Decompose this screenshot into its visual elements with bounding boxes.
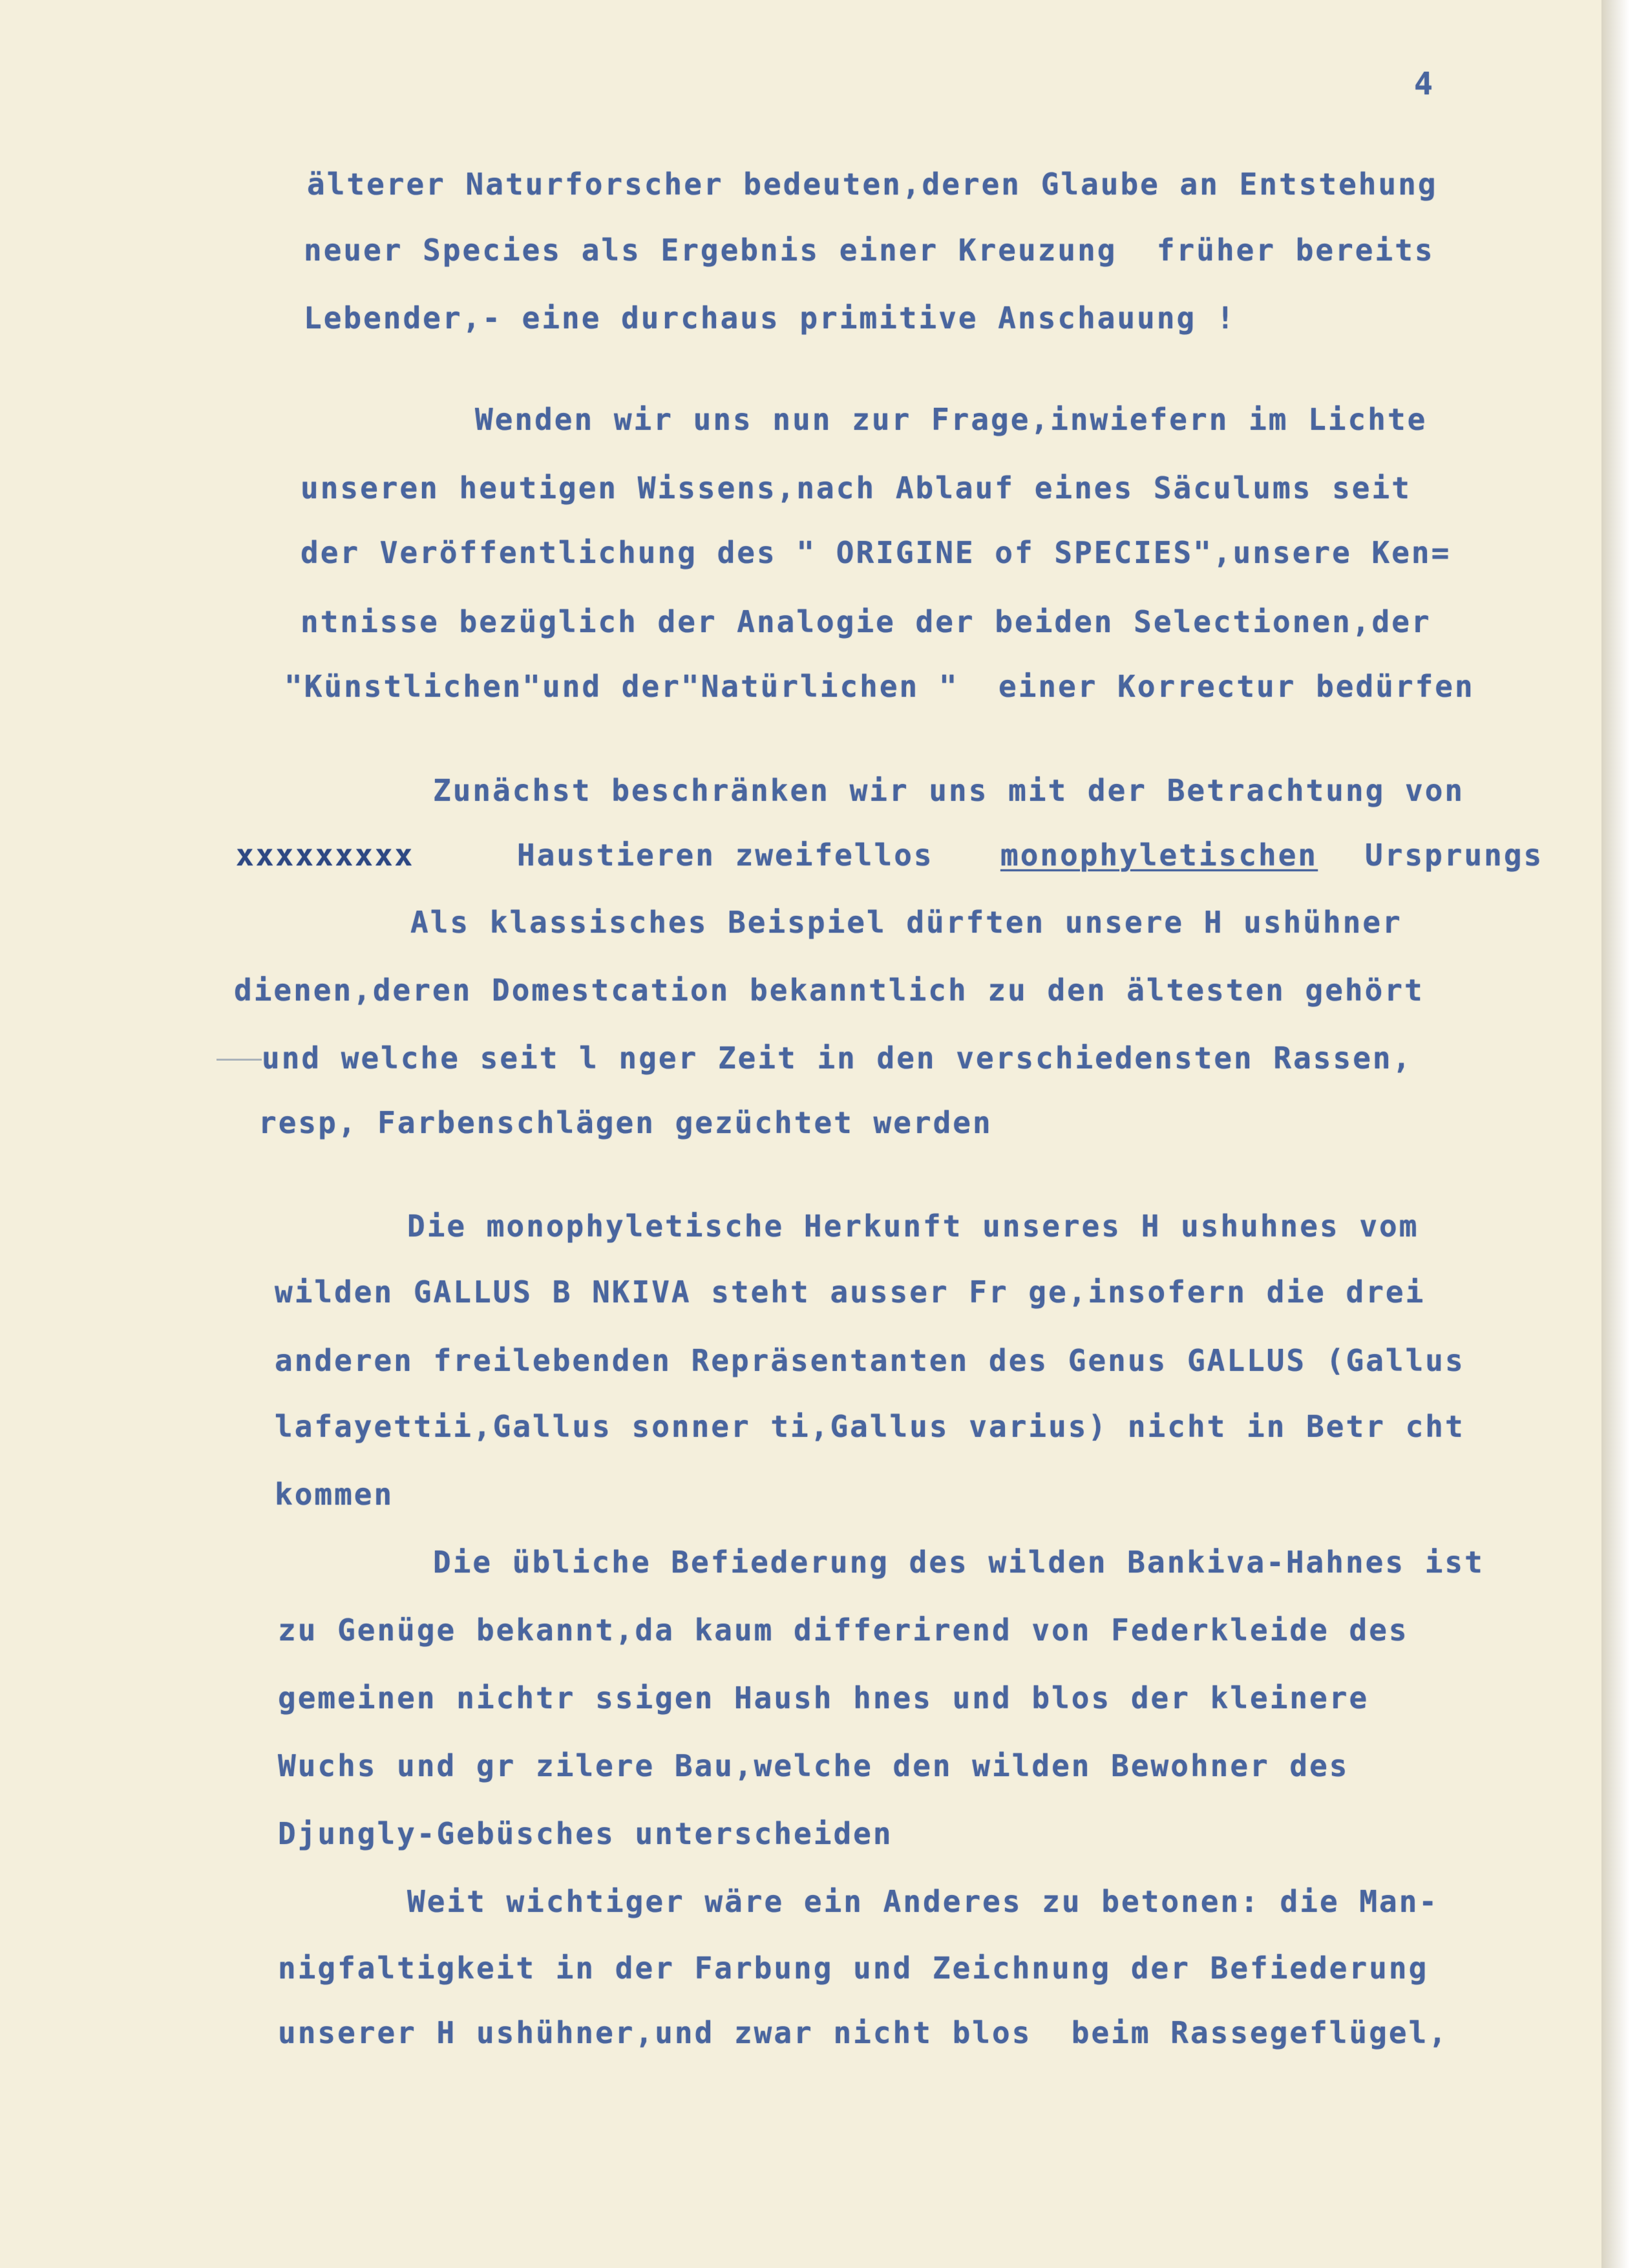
page-number: 4	[1414, 66, 1433, 102]
text-line: der Veröffentlichung des " ORIGINE of SPECIES",unsere Ken=	[301, 535, 1452, 570]
text-line: anderen freilebenden Repräsentanten des Genus GALLUS (Gallus	[275, 1343, 1465, 1378]
text-line: älterer Naturforscher bedeuten,deren Glaube an Entstehung	[307, 167, 1438, 202]
text-line: Djungly-Gebüsches unterscheiden	[278, 1816, 893, 1851]
text-line: "Künstlichen"und der"Natürlichen " einer Korrectur bedürfen	[284, 669, 1475, 704]
text-line: Ursprungs	[1365, 838, 1544, 873]
text-line: Die monophyletische Herkunft unseres H ushuhnes vom	[407, 1209, 1419, 1244]
text-line: resp, Farbenschlägen gezüchtet werden	[259, 1105, 993, 1140]
text-line: Haustieren zweifellos	[517, 838, 934, 873]
text-line: gemeinen nichtr ssigen Haush hnes und blos der kleinere	[278, 1680, 1369, 1715]
text-line: wilden GALLUS B NKIVA steht ausser Fr ge,insofern die drei	[275, 1275, 1426, 1309]
text-line: zu Genüge bekannt,da kaum differirend von Federkleide des	[278, 1613, 1409, 1648]
underlined-word: monophyletischen	[1000, 838, 1318, 873]
text-line: unseren heutigen Wissens,nach Ablauf eines Säculums seit	[301, 471, 1411, 505]
struck-out-word: xxxxxxxxx	[236, 838, 415, 873]
text-line: Lebender,- eine durchaus primitive Anschauung !	[304, 301, 1236, 335]
text-line: nigfaltigkeit in der Farbung und Zeichnung der Befiederung	[278, 1951, 1429, 1986]
text-line: Zunächst beschränken wir uns mit der Betrachtung von	[433, 773, 1465, 808]
text-line: dienen,deren Domestcation bekanntlich zu den ältesten gehört	[234, 973, 1424, 1008]
margin-stroke	[217, 1059, 262, 1061]
text-line: neuer Species als Ergebnis einer Kreuzung früher bereits	[304, 233, 1435, 268]
page-edge	[1601, 0, 1648, 2268]
text-line: Die übliche Befiederung des wilden Bankiva-Hahnes ist	[433, 1545, 1484, 1580]
text-line: kommen	[275, 1477, 394, 1512]
text-line: Wenden wir uns nun zur Frage,inwiefern im Lichte	[475, 402, 1428, 437]
text-line: unserer H ushühner,und zwar nicht blos beim Rassegeflügel,	[278, 2015, 1448, 2050]
text-line: lafayettii,Gallus sonner ti,Gallus varius) nicht in Betr cht	[275, 1409, 1465, 1444]
text-line: Als klassisches Beispiel dürften unsere H ushühner	[410, 905, 1402, 940]
text-line: und welche seit l nger Zeit in den verschiedensten Rassen,	[262, 1041, 1413, 1076]
text-line: Weit wichtiger wäre ein Anderes zu betonen: die Man-	[407, 1884, 1439, 1919]
text-line: ntnisse bezüglich der Analogie der beiden Selectionen,der	[301, 604, 1431, 639]
text-line: Wuchs und gr zilere Bau,welche den wilden Bewohner des	[278, 1748, 1349, 1783]
